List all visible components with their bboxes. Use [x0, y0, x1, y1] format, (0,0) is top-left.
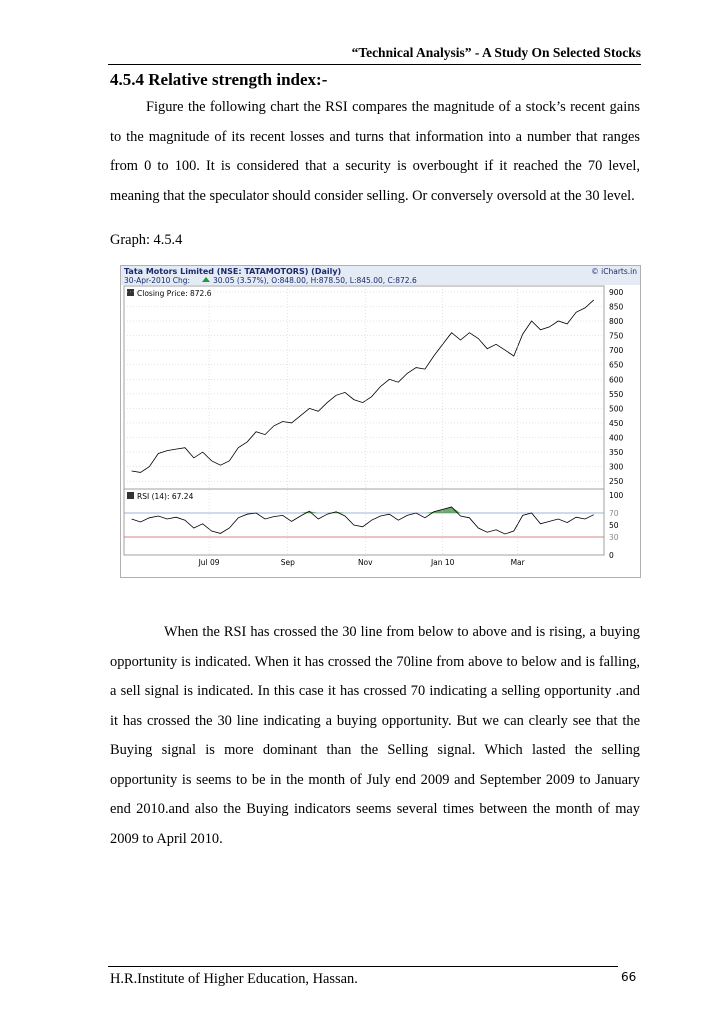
price-y-tick: 500 — [609, 404, 624, 414]
page-number: 66 — [621, 970, 637, 984]
price-plot-area — [124, 286, 604, 489]
x-tick-label: Sep — [280, 558, 295, 567]
price-y-tick: 900 — [609, 287, 624, 297]
stock-chart-svg — [120, 265, 641, 578]
x-tick-label: Nov — [357, 558, 373, 567]
rsi-y-tick: 0 — [609, 551, 614, 560]
price-y-tick: 300 — [609, 462, 624, 472]
price-y-tick: 850 — [609, 302, 624, 312]
price-panel — [124, 286, 624, 489]
chart-date-label: 30-Apr-2010 Chg: — [124, 276, 191, 285]
rsi-y-tick: 100 — [609, 491, 624, 500]
chart-title: Tata Motors Limited (NSE: TATAMOTORS) (Daily) — [124, 267, 342, 276]
analysis-paragraph: When the RSI has crossed the 30 line from below to above and is rising, a buying opportunity is indicated. When it has crossed the 70line from above to below and is falling, a sell signal is indicated. In this case it has crossed 70 indicating a selling opportunity .and it has crossed the 30 line indicating a buying opportunity. But we can clearly see that the Buying signal is more dominant than the Selling signal. Which lasted the selling opportunity is seems to be in the month of July end 2009 and September 2009 to January end 2010.and also the Buying indicators seems several times between the month of may 2009 to April 2010. — [110, 624, 640, 847]
price-y-tick: 250 — [609, 477, 624, 487]
price-legend-label: Closing Price: 872.6 — [137, 289, 212, 298]
rsi-legend-label: RSI (14): 67.24 — [137, 492, 194, 501]
intro-paragraph: Figure the following chart the RSI compares the magnitude of a stock’s recent gains to the magnitude of its recent losses and turns that information into a number that ranges from 0 to 100. It is considered that a security is overbought if it reached the 70 level, meaning that the speculator should consider selling. Or conversely oversold at the 30 level. — [110, 99, 640, 204]
price-y-tick: 700 — [609, 346, 624, 356]
footer-institute: H.R.Institute of Higher Education, Hassan. — [110, 971, 358, 987]
rsi-panel — [124, 489, 624, 560]
rsi-legend-swatch — [127, 492, 134, 499]
chart-brand: © iCharts.in — [591, 267, 637, 276]
price-y-tick: 550 — [609, 389, 624, 399]
price-y-tick: 800 — [609, 317, 624, 327]
price-y-tick: 400 — [609, 433, 624, 443]
rsi-y-tick: 30 — [609, 533, 619, 542]
price-y-tick: 750 — [609, 331, 624, 341]
chart-change-text: 30.05 (3.57%), O:848.00, H:878.50, L:845.00, C:872.6 — [213, 276, 417, 285]
x-tick-label: Jul 09 — [198, 558, 220, 567]
price-y-tick: 450 — [609, 418, 624, 428]
price-legend-swatch — [127, 289, 134, 296]
section-title: 4.5.4 Relative strength index:- — [110, 70, 328, 89]
running-header: “Technical Analysis” - A Study On Selected Stocks — [351, 45, 641, 60]
rsi-y-tick: 70 — [609, 509, 619, 518]
x-tick-label: Jan 10 — [430, 558, 455, 567]
x-tick-label: Mar — [510, 558, 525, 567]
stock-chart-figure — [120, 265, 641, 578]
footer-rule — [108, 966, 618, 967]
price-y-tick: 650 — [609, 360, 624, 370]
rsi-plot-area — [124, 489, 604, 555]
graph-label: Graph: 4.5.4 — [110, 232, 183, 248]
rsi-y-tick: 50 — [609, 521, 619, 530]
price-y-tick: 350 — [609, 448, 624, 458]
header-rule — [108, 64, 641, 65]
price-y-tick: 600 — [609, 375, 624, 385]
